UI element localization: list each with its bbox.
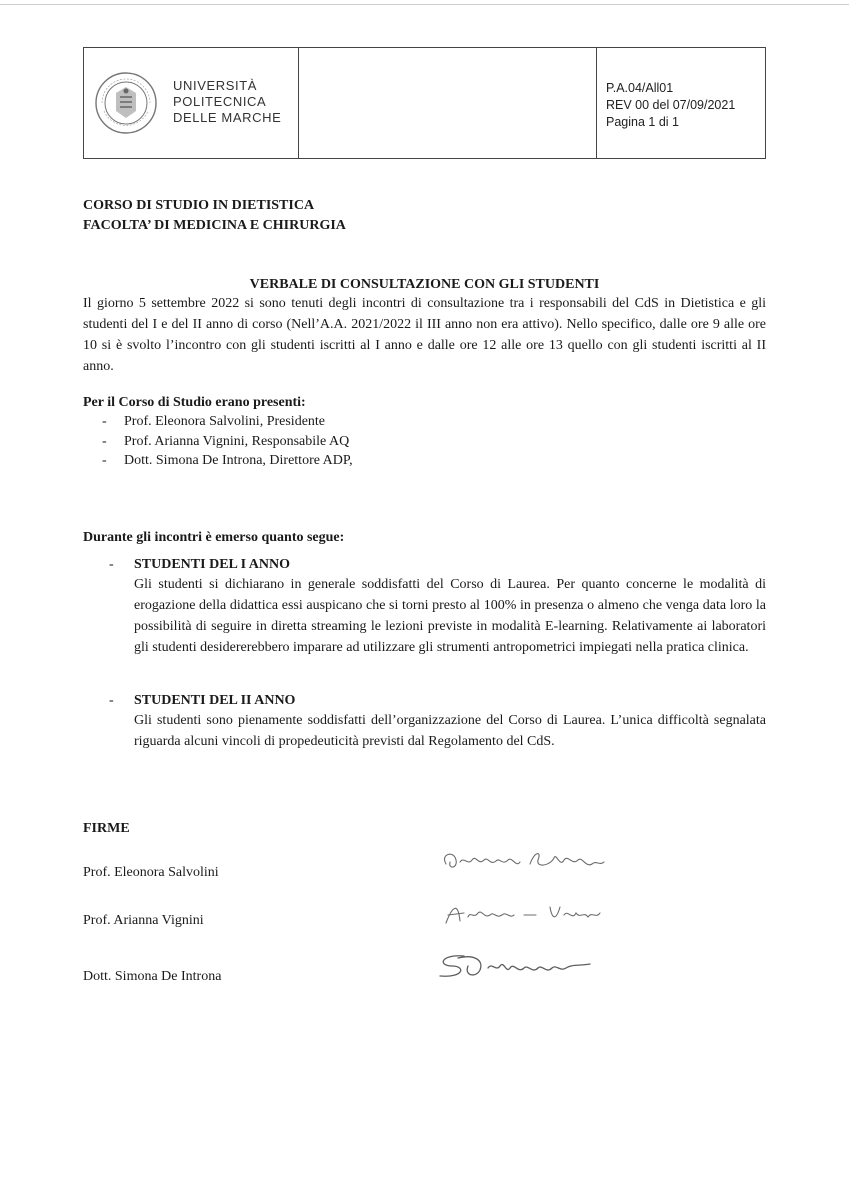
section-text: Gli studenti sono pienamente soddisfatti dell’organizzazione del Corso di Laurea. L’unica difficoltà segnalata riguarda alcuni vincoli di propedeuticità previsti dal Regolamento del CdS. [134,713,766,749]
signature-salvolini [438,842,628,882]
section-title: STUDENTI DEL I ANNO [134,557,290,572]
course-name: CORSO DI STUDIO IN DIETISTICA [83,198,315,213]
section-title: STUDENTI DEL II ANNO [134,693,296,708]
document-title: VERBALE DI CONSULTAZIONE CON GLI STUDENTI [249,277,600,292]
document-revision: REV 00 del 07/09/2021 [606,98,736,112]
document-reference [597,48,765,158]
signer-name: Prof. Eleonora Salvolini [83,865,219,880]
university-name-line: POLITECNICA [173,94,267,109]
header-logo-cell [84,48,299,158]
scan-edge-line [0,4,849,5]
attendee-item: - Prof. Eleonora Salvolini, Presidente [102,412,353,432]
attendee-item: - Dott. Simona De Introna, Direttore ADP, [102,451,353,471]
document-header [83,47,766,159]
header-middle-cell [299,48,597,158]
signer-name: Prof. Arianna Vignini [83,913,204,928]
section-text: Gli studenti si dichiarano in generale soddisfatti del Corso di Laurea. Per quanto concerne le modalità di erogazione della didattica essi auspicano che si torni presto al 100% in presenza o almeno che venga data loro la possibilità di seguire in diretta streaming le lezioni previste in modalità E-learning. Relativamente ai laboratori gli studenti desidererebbero imparare ad utilizzare gli strumenti antropometrici impiegati nella pratica clinica. [134,577,766,655]
course-heading [83,196,346,236]
university-name [173,78,281,126]
university-name-line: UNIVERSITÀ [173,78,258,93]
signer-name: Dott. Simona De Introna [83,969,222,984]
signature-vignini [440,893,610,933]
university-seal-icon [94,71,158,135]
document-code: P.A.04/All01 [606,81,674,95]
list-dash: - [109,693,114,708]
attendee-item: - Prof. Arianna Vignini, Responsabile AQ [102,432,353,452]
intro-paragraph: Il giorno 5 settembre 2022 si sono tenuti degli incontri di consultazione tra i responsabili del CdS in Dietistica e gli studenti del I e del II anno di corso (Nell’A.A. 2021/2022 il III anno non era attivo). Nello specifico, dalle ore 9 alle ore 10 si è svolto l’incontro con gli studenti iscritti al I anno e dalle ore 12 alle ore 13 quello con gli studenti iscritti al II anno. [83,296,766,374]
attendees-title: Per il Corso di Studio erano presenti: [83,395,306,410]
list-dash: - [109,557,114,572]
signatures-title: FIRME [83,821,130,836]
discussion-title: Durante gli incontri è emerso quanto segue: [83,530,345,545]
university-name-line: DELLE MARCHE [173,110,282,125]
signature-de-introna [434,948,604,984]
faculty-name: FACOLTA’ DI MEDICINA E CHIRURGIA [83,218,346,233]
attendees-list [102,412,353,471]
page-number: Pagina 1 di 1 [606,115,679,129]
